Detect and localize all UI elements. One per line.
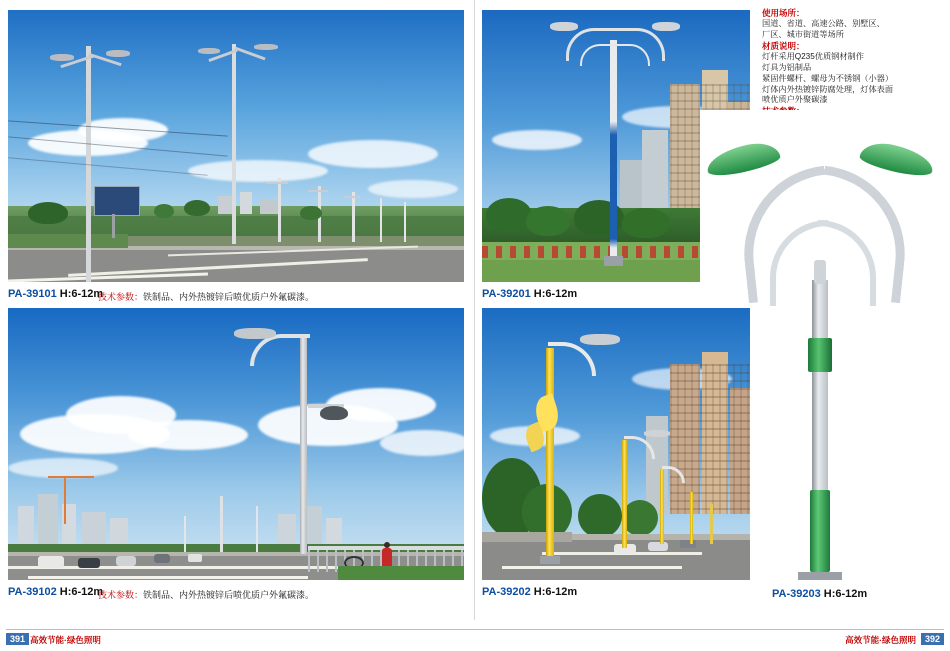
- height-pa-39203: H:6-12m: [823, 588, 868, 600]
- caption-pa-39203: [772, 588, 867, 600]
- caption-pa-39101: [8, 288, 103, 300]
- spec-heading-usage: 使用场所：: [762, 8, 805, 18]
- photo-pa-39101: [8, 10, 464, 282]
- note-black-pa-39101: 铁制品、内外热镀锌后喷优质户外氟碳漆。: [143, 292, 315, 302]
- footer-text-left: 高效节能·绿色照明: [30, 635, 101, 645]
- spec-line: 国道、省道、高速公路、别墅区、: [762, 19, 885, 29]
- note-pa-39101: [98, 290, 314, 303]
- height-pa-39101: H:6-12m: [59, 288, 104, 300]
- page-number-right: 392: [921, 633, 944, 645]
- caption-pa-39202: [482, 586, 577, 598]
- photo-pa-39102: [8, 308, 464, 580]
- note-red-pa-39102: 技术参数：: [98, 590, 144, 600]
- spec-line: 厂区、城市街道等场所: [762, 30, 844, 40]
- spec-heading-material: 材质说明：: [762, 40, 805, 51]
- code-pa-39201: PA-39201: [482, 288, 531, 300]
- spec-line: 紧固件螺杆、螺母为不锈钢（小器）: [762, 73, 894, 83]
- spec-line: 喷优质户外聚碳漆: [762, 95, 828, 105]
- caption-pa-39201: [482, 288, 577, 300]
- height-pa-39202: H:6-12m: [533, 586, 578, 598]
- code-pa-39102: PA-39102: [8, 586, 57, 598]
- page-gutter: [474, 0, 475, 620]
- note-red-pa-39101: 技术参数：: [98, 292, 144, 302]
- code-pa-39203: PA-39203: [772, 588, 821, 600]
- height-pa-39201: H:6-12m: [533, 288, 578, 300]
- page-footer: [0, 629, 950, 651]
- footer-text-right: 高效节能·绿色照明: [845, 635, 916, 645]
- caption-pa-39102: [8, 586, 103, 598]
- note-black-pa-39102: 铁制品、内外热镀锌后喷优质户外氟碳漆。: [143, 590, 315, 600]
- spec-line: 灯体内外热镀锌防腐处理，灯体表面: [762, 84, 894, 94]
- spec-line: 灯杆采用Q235优质钢材制作: [762, 52, 864, 62]
- footer-divider: [6, 629, 944, 630]
- page-number-left: 391: [6, 633, 29, 645]
- code-pa-39202: PA-39202: [482, 586, 531, 598]
- photo-pa-39202: [482, 308, 750, 580]
- note-pa-39102: [98, 588, 314, 601]
- spec-line: 灯具为铝制品: [762, 62, 812, 72]
- height-pa-39102: H:6-12m: [59, 586, 104, 598]
- code-pa-39101: PA-39101: [8, 288, 57, 300]
